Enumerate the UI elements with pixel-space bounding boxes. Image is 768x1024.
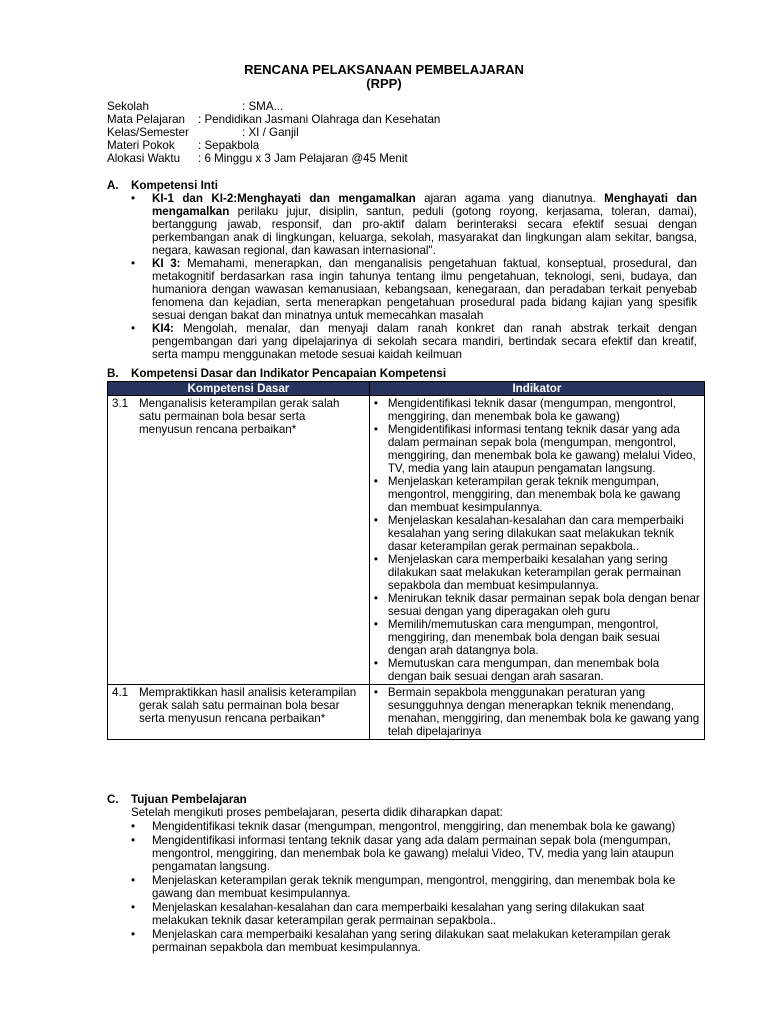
kompetensi-inti-list [131,192,697,361]
indicator-list [374,397,701,683]
list-item: • Menjelaskan cara memperbaiki kesalahan yang sering dilakukan saat melakukan keterampilan gerak permainan sepakbola dan membuat kesimpulannya. [374,553,701,592]
info-value: : Sepakbola [198,139,260,152]
info-label: Sekolah [107,100,149,113]
ki-text: Mengolah, menalar, dan menyaji dalam ranah konkret dan ranah abstrak terkait dengan pengembangan dari yang dipelajarinya di sekolah secara mandiri, bertindak secara efektif dan kreatif, serta mampu menggunakan metode sesuai kaidah keilmuan [152,322,697,361]
section-title: Tujuan Pembelajaran [131,793,247,806]
info-label: Mata Pelajaran [107,113,185,126]
section-letter: A. [107,179,119,192]
ki-text: perilaku jujur, disiplin, santun, peduli (gotong royong, kerjasama, toleran, damai), bertanggung jawab, responsif, dan pro-aktif dalam berinteraksi secara efektif sesuai dengan perkembangan anak di lingkungan, keluarga, sekolah, masyarakat dan lingkungan alam sekitar, bangsa, negara, kawasan regional, dan kawasan internasional". [152,205,697,257]
info-value: : Pendidikan Jasmani Olahraga dan Kesehatan [198,113,441,126]
tujuan-intro: Setelah mengikuti proses pembelajaran, peserta didik diharapkan dapat: [131,806,503,819]
kd-number: 3.1 [112,397,129,410]
info-row-materi [107,139,667,152]
ki-label: KI-1 dan KI-2:Menghayati dan mengamalkan [152,192,416,205]
indicator-cell [369,396,704,685]
list-item [131,322,697,361]
list-item: • Menjelaskan kesalahan-kesalahan dan cara memperbaiki kesalahan yang sering dilakukan saat melakukan teknik dasar keterampilan gerak permainan sepakbola.. [374,514,701,553]
info-label: Alokasi Waktu [107,152,181,165]
section-title: Kompetensi Dasar dan Indikator Pencapaian Kompetensi [131,367,447,380]
column-header-indikator: Indikator [369,382,704,396]
kd-text: Mempraktikkan hasil analisis keterampilan gerak salah satu permainan bola besar serta menyusun rencana perbaikan* [139,686,357,725]
ki-text: ajaran agama yang dianutnya. [415,192,605,205]
indicator-list [374,686,701,738]
section-a-heading [107,179,218,192]
list-item: • Menjelaskan keterampilan gerak teknik mengumpan, mengontrol, menggiring, dan menembak bola ke gawang dan membuat kesimpulannya. [374,475,701,514]
info-label: Materi Pokok [107,139,175,152]
section-title: Kompetensi Inti [131,179,218,192]
list-item: • Menirukan teknik dasar permainan sepak bola dengan benar sesuai dengan yang diperagakan oleh guru [374,592,701,618]
table-row [108,396,705,685]
info-label: Kelas/Semester [107,126,189,139]
info-value: : SMA... [242,100,284,113]
kd-number: 4.1 [112,686,129,699]
tujuan-list [131,820,691,955]
identity-block [107,100,667,165]
ki-emphasis: Menghayati dan mengamalkan [152,192,697,218]
list-item: • Menjelaskan cara memperbaiki kesalahan yang sering dilakukan saat melakukan keterampilan gerak permainan sepakbola dan membuat kesimpulannya. [131,928,691,954]
list-item: • Menjelaskan keterampilan gerak teknik mengumpan, mengontrol, menggiring, dan menembak bola ke gawang dan membuat kesimpulannya. [131,874,691,900]
info-row-kelas [107,126,667,139]
list-item: • Mengidentifikasi informasi tentang teknik dasar yang ada dalam permainan sepak bola (mengumpan, mengontrol, menggiring, dan menembak bola ke gawang) melalui Video, TV, media yang lain ataupun pengamatan langsung. [131,834,691,873]
section-c-heading [107,793,247,806]
list-item: • Bermain sepakbola menggunakan peraturan yang sesungguhnya dengan menerapkan teknik menendang, menahan, menggiring, dan menembak bola ke gawang yang telah dipelajarinya [374,686,701,738]
list-item: • Memutuskan cara mengumpan, dan menembak bola dengan baik sesuai dengan arah sasaran. [374,657,701,683]
indicator-cell [369,685,704,740]
column-header-kd: Kompetensi Dasar [108,382,370,396]
info-row-mapel [107,113,667,126]
info-row-alokasi [107,152,667,165]
document-subtitle: (RPP) [366,76,402,91]
ki-label: KI4: [152,322,174,335]
competency-table [107,381,705,740]
ki-text: Memahami, menerapkan, dan menganalisis pengetahuan faktual, konseptual, prosedural, dan metakognitif berdasarkan rasa ingin tahunya tentang ilmu pengetahuan, teknologi, seni, budaya, dan humaniora dengan wawasan kemanusiaan, kebangsaan, kenegaraan, dan peradaban terkait penyebab fenomena dan kejadian, serta menerapkan pengetahuan prosedural pada bidang kajian yang spesifik sesuai dengan bakat dan minatnya untuk memecahkan masalah [152,257,697,322]
list-item [131,192,697,257]
list-item: • Mengidentifikasi teknik dasar (mengumpan, mengontrol, menggiring, dan menembak bola ke gawang) [374,397,701,423]
section-letter: C. [107,793,119,806]
list-item: • Memilih/memutuskan cara mengumpan, mengontrol, menggiring, dan menembak bola dengan baik sesuai dengan arah datangnya bola. [374,618,701,657]
info-row-sekolah [107,100,667,113]
section-b-heading [107,367,446,380]
list-item: • Mengidentifikasi teknik dasar (mengumpan, mengontrol, menggiring, dan menembak bola ke gawang) [131,820,691,833]
kd-text: Menganalisis keterampilan gerak salah satu permainan bola besar serta menyusun rencana perbaikan* [139,397,340,436]
document-title: RENCANA PELAKSANAAN PEMBELAJARAN [244,62,524,77]
table-row [108,685,705,740]
list-item: • Menjelaskan kesalahan-kesalahan dan cara memperbaiki kesalahan yang sering dilakukan saat melakukan teknik dasar keterampilan gerak permainan sepakbola.. [131,901,691,927]
info-value: : 6 Minggu x 3 Jam Pelajaran @45 Menit [198,152,408,165]
section-letter: B. [107,367,119,380]
ki-label: KI 3: [152,257,181,270]
list-item [131,257,697,322]
kd-cell [108,685,370,740]
kd-cell [108,396,370,685]
info-value: : XI / Ganjil [242,126,299,139]
list-item: • Mengidentifikasi informasi tentang teknik dasar yang ada dalam permainan sepak bola (mengumpan, mengontrol, menggiring, dan menembak bola ke gawang) melalui Video, TV, media yang lain ataupun pengamatan langsung. [374,423,701,475]
